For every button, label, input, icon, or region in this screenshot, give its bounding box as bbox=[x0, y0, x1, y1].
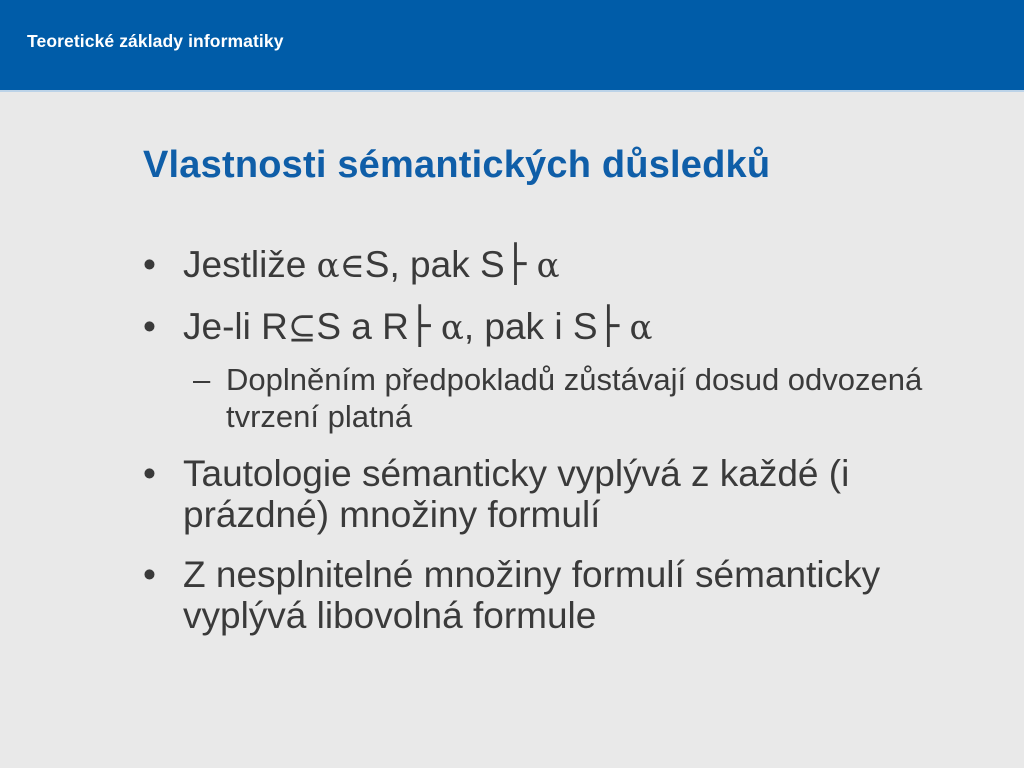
alpha-symbol: α bbox=[440, 308, 464, 348]
bullet-marker: • bbox=[143, 453, 156, 494]
bullet-text: S, pak S bbox=[364, 244, 505, 285]
sub-bullet-marker: – bbox=[193, 362, 211, 397]
sub-bullet-item bbox=[143, 361, 993, 435]
slide-title: Vlastnosti sémantických důsledků bbox=[143, 144, 771, 186]
bullet-text: Je-li R bbox=[183, 306, 288, 347]
bullet-text: Z nesplnitelné množiny formulí sémanticky vyplývá libovolná formule bbox=[183, 554, 881, 636]
slide-content bbox=[143, 244, 993, 653]
bullet-marker: • bbox=[143, 244, 156, 285]
bullet-marker: • bbox=[143, 306, 156, 347]
sub-bullet-text: Doplněním předpokladů zůstávají dosud odvozená tvrzení platná bbox=[226, 362, 923, 434]
bullet-item bbox=[143, 306, 993, 349]
bullet-marker: • bbox=[143, 554, 156, 595]
alpha-symbol: α bbox=[316, 246, 340, 286]
bullet-text: , pak i S bbox=[463, 306, 598, 347]
subset-symbol: ⊆ bbox=[287, 308, 317, 348]
turnstile-symbol: ├ bbox=[597, 306, 620, 347]
bullet-text: Jestliže bbox=[183, 244, 317, 285]
bullet-item bbox=[143, 453, 993, 535]
element-of-symbol: ∈ bbox=[339, 246, 365, 286]
header-bar bbox=[0, 0, 1024, 92]
bullet-text: Tautologie sémanticky vyplývá z každé (i prázdné) množiny formulí bbox=[183, 453, 850, 535]
course-title: Teoretické základy informatiky bbox=[27, 31, 284, 51]
turnstile-symbol: ├ bbox=[408, 306, 431, 347]
bullet-item bbox=[143, 244, 993, 287]
alpha-symbol: α bbox=[629, 308, 653, 348]
turnstile-symbol: ├ bbox=[504, 244, 527, 285]
alpha-symbol: α bbox=[536, 246, 560, 286]
bullet-item bbox=[143, 554, 993, 636]
bullet-text: S a R bbox=[316, 306, 409, 347]
